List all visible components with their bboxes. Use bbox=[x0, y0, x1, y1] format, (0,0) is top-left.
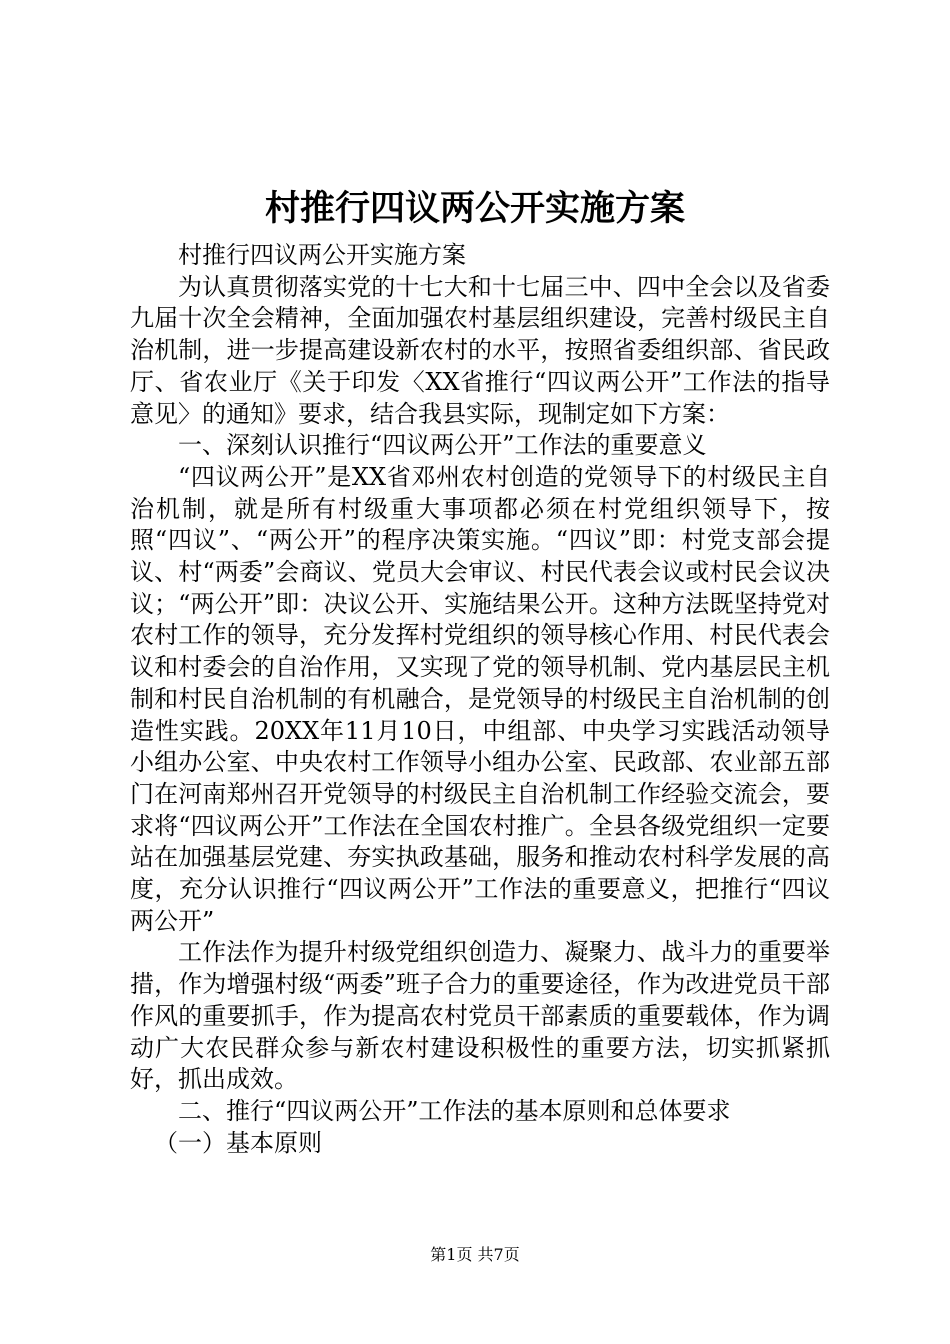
paragraph-heading-repeat: 村推行四议两公开实施方案 bbox=[178, 241, 466, 269]
document-body bbox=[130, 240, 830, 1159]
subsection-heading-1: （一）基本原则 bbox=[154, 1128, 322, 1157]
page-number-footer: 第1页 共7页 bbox=[430, 1245, 520, 1264]
paragraph-definition: “四议两公开”是XX省邓州农村创造的党领导下的村级民主自治机制，就是所有村级重大事项都必须在村党组织领导下，按照“四议”、“两公开”的程序决策实施。“四议”即：村党支部会提议、村“两委”会商议、党员大会审议、村民代表会议或村民会议决议；“两公开”即：决议公开、实施结果公开。这种方法既坚持党对农村工作的领导，充分发挥村党组织的领导核心作用、村民代表会议和村委会的自治作用，又实现了党的领导机制、党内基层民主机制和村民自治机制的有机融合，是党领导的村级民主自治机制的创造性实践。20XX年11月10日，中组部、中央学习实践活动领导小组办公室、中央农村工作领导小组办公室、民政部、农业部五部门在河南郑州召开党领导的村级民主自治机制工作经验交流会，要求将“四议两公开”工作法在全国农村推广。全县各级党组织一定要站在加强基层党建、夯实执政基础，服务和推动农村科学发展的高度，充分认识推行“四议两公开”工作法的重要意义，把推行“四议两公开” bbox=[130, 462, 830, 935]
document-title: 村推行四议两公开实施方案 bbox=[264, 188, 685, 229]
section-heading-1: 一、深刻认识推行“四议两公开”工作法的重要意义 bbox=[178, 431, 707, 460]
section-heading-2: 二、推行“四议两公开”工作法的基本原则和总体要求 bbox=[178, 1096, 731, 1125]
paragraph-intro: 为认真贯彻落实党的十七大和十七届三中、四中全会以及省委九届十次全会精神，全面加强农村基层组织建设，完善村级民主自治机制，进一步提高建设新农村的水平，按照省委组织部、省民政厅、省农业厅《关于印发〈XX省推行“四议两公开”工作法的指导意见〉的通知》要求，结合我县实际，现制定如下方案： bbox=[130, 272, 830, 428]
paragraph-measures: 工作法作为提升村级党组织创造力、凝聚力、战斗力的重要举措，作为增强村级“两委”班子合力的重要途径，作为改进党员干部作风的重要抓手，作为提高农村党员干部素质的重要载体，作为调动广大农民群众参与新农村建设积极性的重要方法，切实抓紧抓好，抓出成效。 bbox=[130, 938, 830, 1094]
